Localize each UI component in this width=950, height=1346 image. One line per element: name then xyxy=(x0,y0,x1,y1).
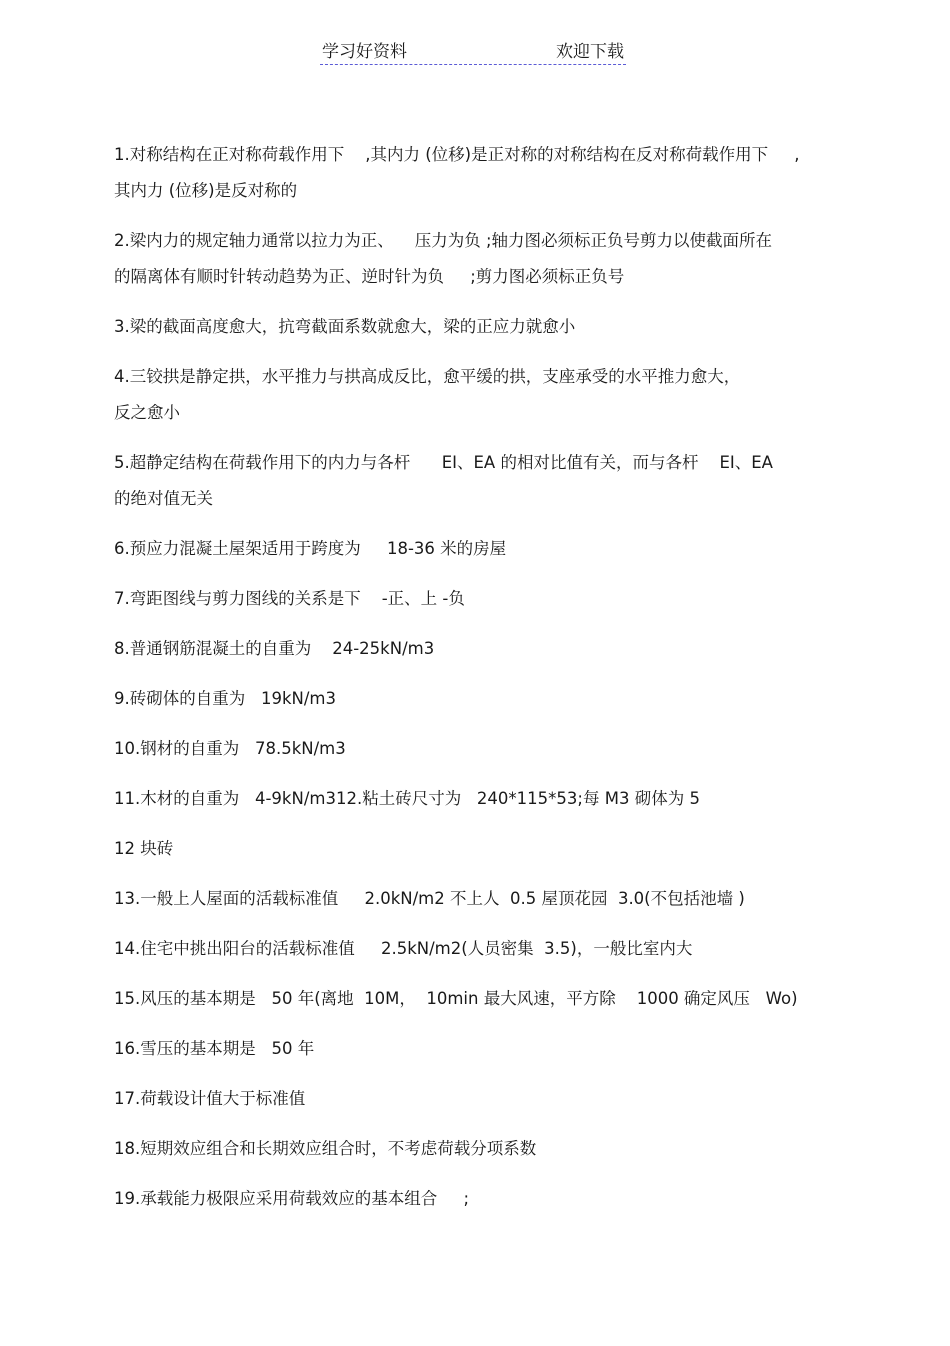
paragraph-line: 的隔离体有顺时针转动趋势为正、逆时针为负 ;剪力图必须标正负号 xyxy=(114,267,625,286)
paragraph-item xyxy=(114,831,846,867)
paragraph-line: 4.三铰拱是静定拱，水平推力与拱高成反比，愈平缓的拱，支座承受的水平推力愈大， xyxy=(114,367,741,386)
paragraph-item xyxy=(114,445,846,517)
paragraph-item xyxy=(114,731,846,767)
paragraph-line: 13.一般上人屋面的活载标准值 2.0kN/m2 不上人 0.5 屋顶花园 3.0(不包括池墙 ) xyxy=(114,889,745,908)
paragraph-line: 6.预应力混凝土屋架适用于跨度为 18-36 米的房屋 xyxy=(114,539,507,558)
header-right-text: 欢迎下载 xyxy=(556,42,624,62)
paragraph-line: 反之愈小 xyxy=(114,403,180,422)
paragraph-item xyxy=(114,931,846,967)
paragraph-line: 1.对称结构在正对称荷载作用下 ,其内力 (位移)是正对称的对称结构在反对称荷载作用下 , xyxy=(114,145,800,164)
paragraph-line: 8.普通钢筋混凝土的自重为 24-25kN/m3 xyxy=(114,639,435,658)
page-header xyxy=(320,40,626,65)
paragraph-line: 19.承载能力极限应采用荷载效应的基本组合 ; xyxy=(114,1189,470,1208)
paragraph-item xyxy=(114,531,846,567)
paragraph-item xyxy=(114,781,846,817)
paragraph-item xyxy=(114,1031,846,1067)
paragraph-item xyxy=(114,681,846,717)
header-left-text: 学习好资料 xyxy=(322,42,407,62)
paragraph-line: 15.风压的基本期是 50 年(离地 10M， 10min 最大风速，平方除 1000 确定风压 Wo) xyxy=(114,989,798,1008)
paragraph-line: 16.雪压的基本期是 50 年 xyxy=(114,1039,315,1058)
paragraph-line: 9.砖砌体的自重为 19kN/m3 xyxy=(114,689,337,708)
paragraph-line: 10.钢材的自重为 78.5kN/m3 xyxy=(114,739,346,758)
paragraph-line: 3.梁的截面高度愈大，抗弯截面系数就愈大，梁的正应力就愈小 xyxy=(114,317,576,336)
document-body xyxy=(114,137,846,1231)
paragraph-line: 14.住宅中挑出阳台的活载标准值 2.5kN/m2(人员密集 3.5)，一般比室内大 xyxy=(114,939,693,958)
paragraph-line: 2.梁内力的规定轴力通常以拉力为正、 压力为负 ;轴力图必须标正负号剪力以使截面所在 xyxy=(114,231,773,250)
paragraph-item xyxy=(114,881,846,917)
paragraph-item xyxy=(114,309,846,345)
paragraph-line: 5.超静定结构在荷载作用下的内力与各杆 EI、EA 的相对比值有关，而与各杆 EI、EA xyxy=(114,453,773,472)
paragraph-item xyxy=(114,359,846,431)
paragraph-item xyxy=(114,137,846,209)
paragraph-item xyxy=(114,223,846,295)
paragraph-line: 18.短期效应组合和长期效应组合时，不考虑荷载分项系数 xyxy=(114,1139,537,1158)
paragraph-item xyxy=(114,981,846,1017)
paragraph-line: 7.弯距图线与剪力图线的关系是下 -正、上 -负 xyxy=(114,589,465,608)
paragraph-line: 的绝对值无关 xyxy=(114,489,213,508)
paragraph-line: 其内力 (位移)是反对称的 xyxy=(114,181,298,200)
paragraph-item xyxy=(114,1081,846,1117)
paragraph-item xyxy=(114,1131,846,1167)
paragraph-line: 12 块砖 xyxy=(114,839,174,858)
paragraph-item xyxy=(114,581,846,617)
paragraph-line: 17.荷载设计值大于标准值 xyxy=(114,1089,306,1108)
paragraph-item xyxy=(114,631,846,667)
paragraph-line: 11.木材的自重为 4-9kN/m312.粘土砖尺寸为 240*115*53;每 M3 砌体为 5 xyxy=(114,789,700,808)
paragraph-item xyxy=(114,1181,846,1217)
